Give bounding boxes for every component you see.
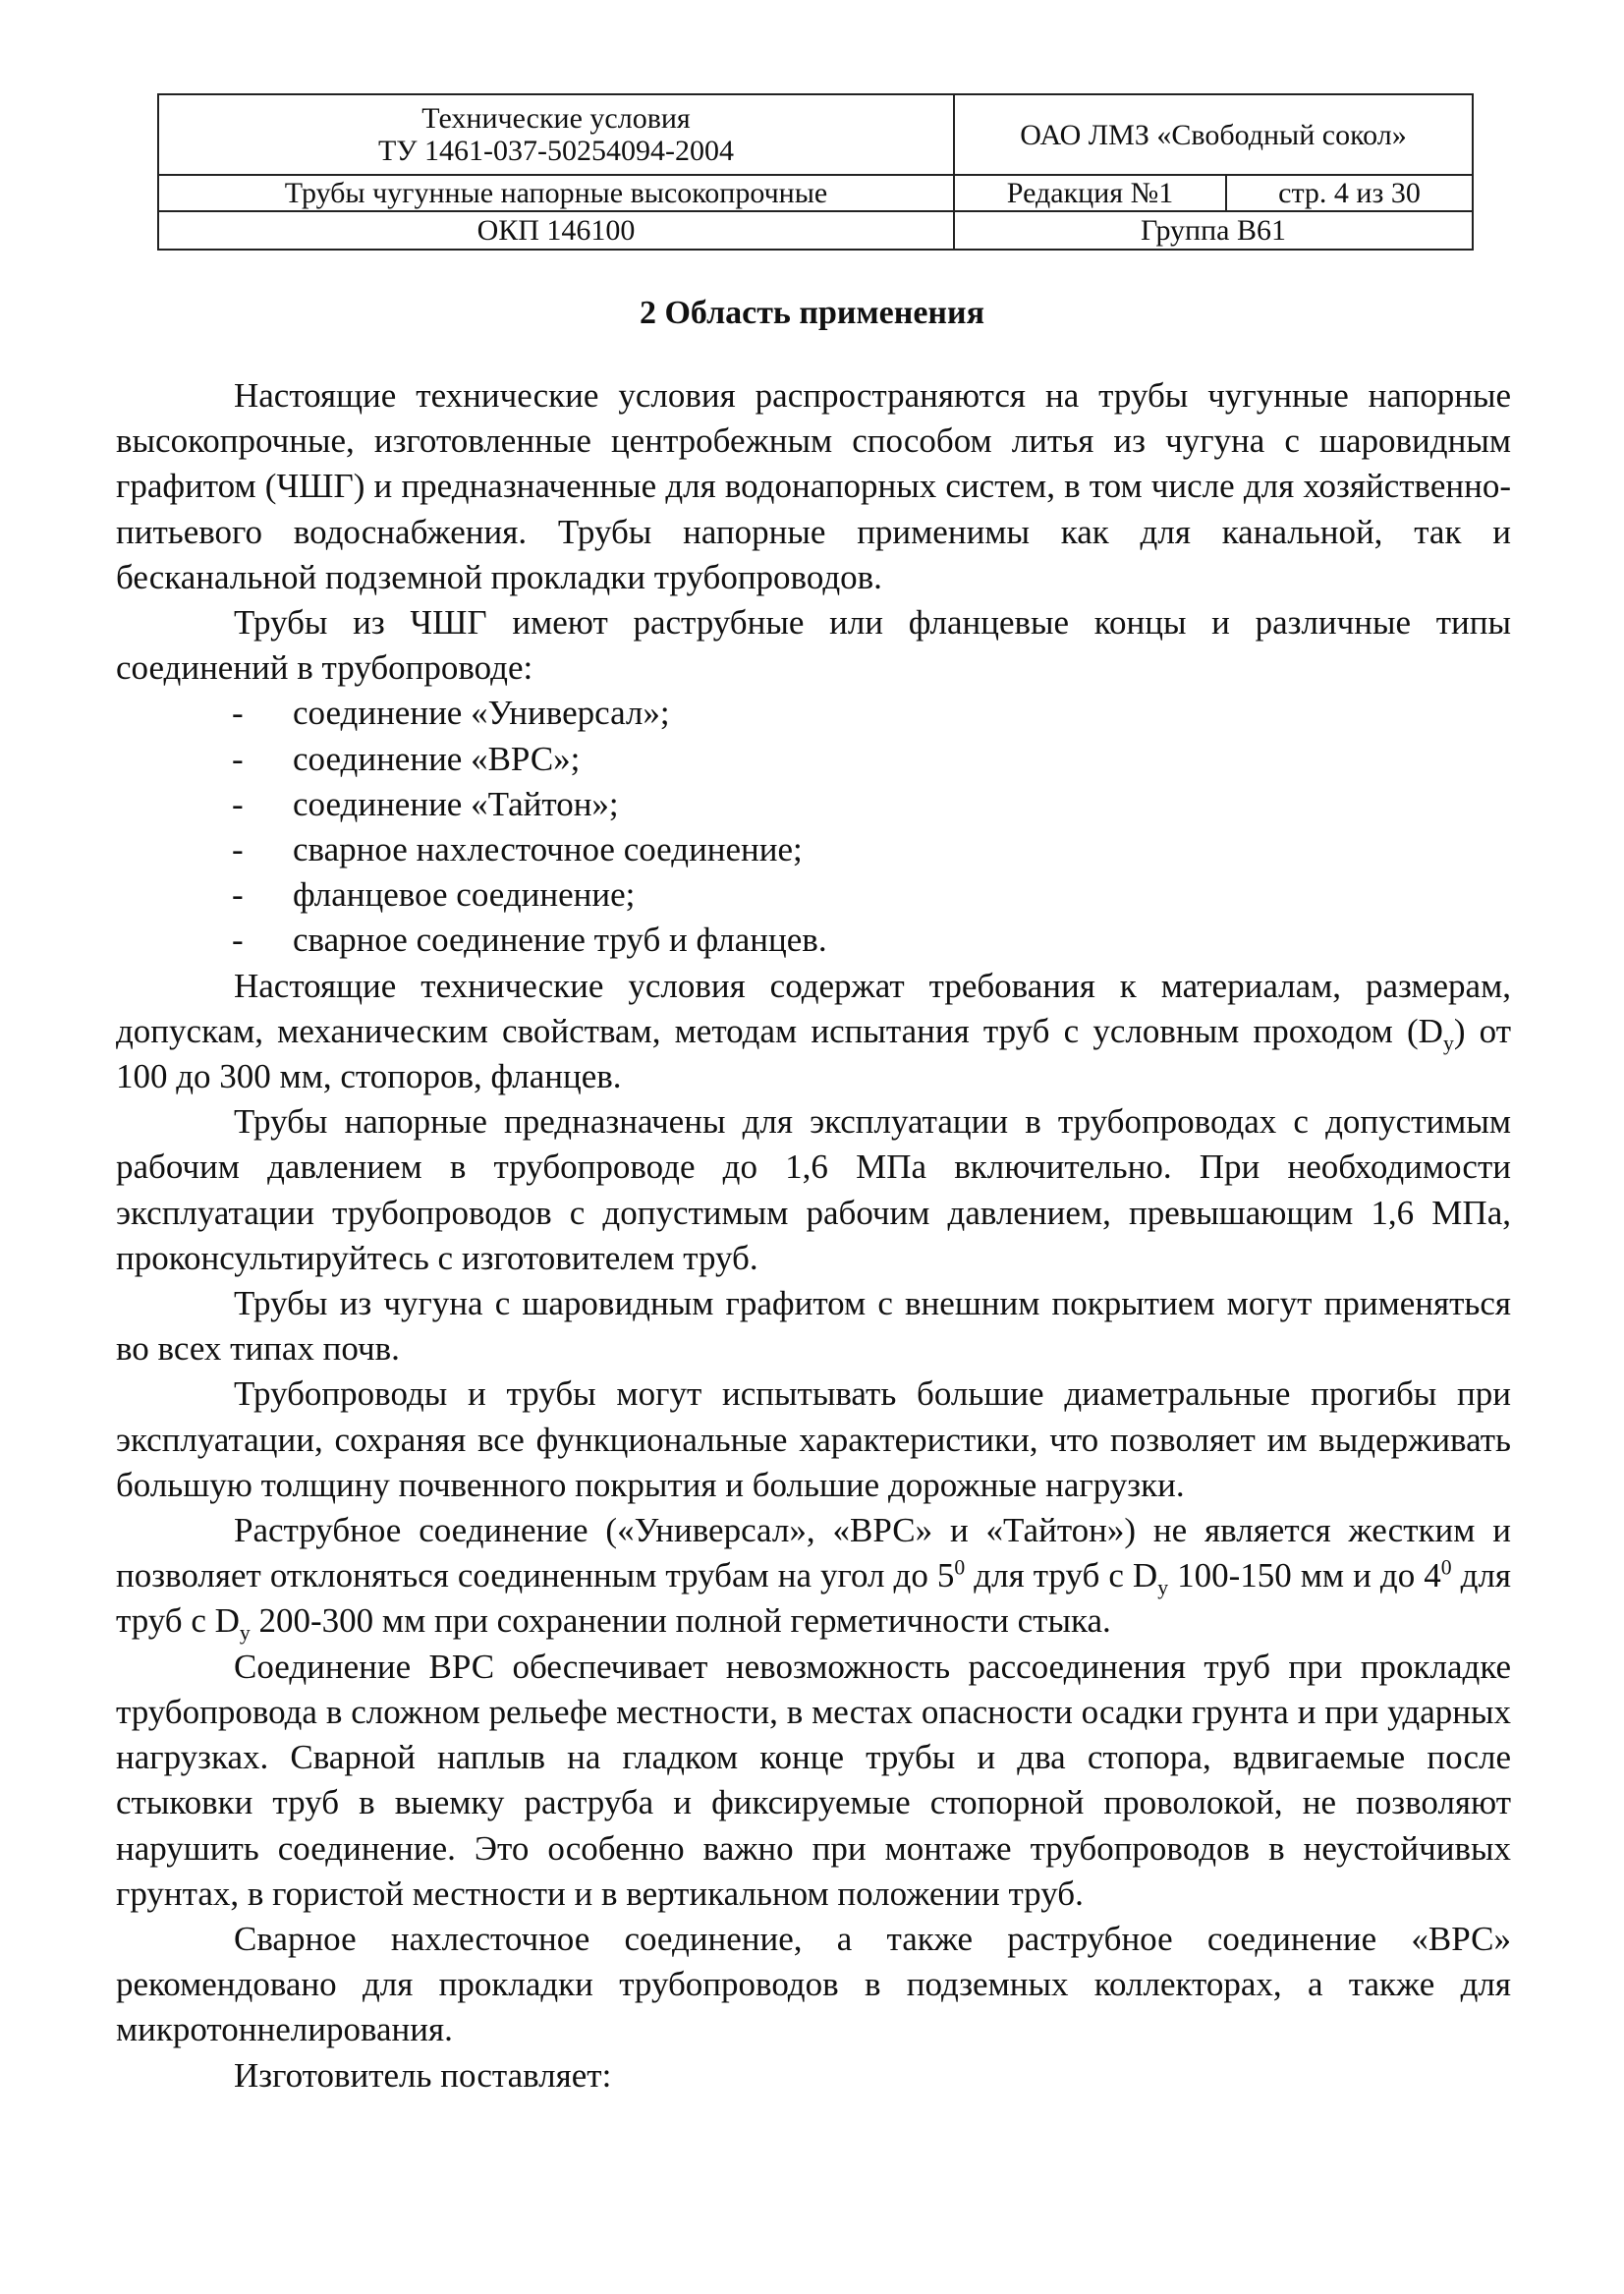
- paragraph-vrs-joint: Соединение ВРС обеспечивает невозможность рассоединения труб при прокладке трубопровода в сложном рельефе местности, в местах опасности осадки грунта и при ударных нагрузках. Сварной наплыв на гладком конце трубы и два стопора, вдвигаемые после стыковки труб в выемку раструба и фиксируемые стопорной проволокой, не позволяют нарушить соединение. Это особенно важно при монтаже трубопроводов в неустойчивых грунтах, в гористой местности и в вертикальном положении труб.: [116, 1647, 1511, 1913]
- paragraph-connection-types: Трубы из ЧШГ имеют раструбные или фланцевые концы и различные типы соединений в трубопроводе:: [116, 603, 1511, 688]
- header-table: [157, 93, 1474, 251]
- paragraph-requirements: Настоящие технические условия содержат требования к материалам, размерам, допускам, механическим свойствам, методам испытания труб с условным проходом $(D_у)$ от 100 до 300 мм, стопоров, фланцев.: [116, 966, 1512, 1096]
- list-dash: -: [232, 784, 244, 823]
- section-title: 2 Область применения: [639, 295, 985, 331]
- paragraph-supplier: Изготовитель поставляет:: [234, 2055, 612, 2095]
- list-item: - фланцевое соединение;: [116, 872, 1511, 918]
- list-dash: -: [232, 739, 244, 778]
- list-item: - сварное соединение труб и фланцев.: [116, 918, 1511, 963]
- header-doc-title-cell: [159, 95, 953, 174]
- section-body: [116, 373, 1511, 2098]
- connection-types-list: [116, 691, 1511, 963]
- list-item: - соединение «ВРС»;: [116, 737, 1511, 782]
- header-okp: ОКП 146100: [476, 214, 636, 247]
- header-page-number: стр. 4 из 30: [1278, 177, 1421, 209]
- paragraph-deflection: Трубопроводы и трубы могут испытывать большие диаметральные прогибы при эксплуатации, сохраняя все функциональные характеристики, что позволяет им выдерживать большую толщину почвенного покрытия и большие дорожные нагрузки.: [116, 1374, 1511, 1504]
- paragraph-soils: Трубы из чугуна с шаровидным графитом с внешним покрытием могут применяться во всех типах почв.: [116, 1284, 1511, 1369]
- header-product: Трубы чугунные напорные высокопрочные: [284, 177, 828, 209]
- list-dash: -: [232, 694, 244, 733]
- paragraph-socket-joint: Раструбное соединение («Универсал», «ВРС» и «Тайтон») не является жестким и позволяет отклоняться соединенным трубам на угол до $5^0$ для труб с $D_у$ 100-150 мм и до $4^0$ для труб с $D_у$ 200-300 мм при сохранении полной герметичности стыка.: [116, 1511, 1512, 1646]
- header-company: ОАО ЛМЗ «Свободный сокол»: [1020, 118, 1407, 151]
- list-dash: -: [232, 830, 244, 869]
- header-edition: Редакция №1: [1006, 177, 1174, 209]
- header-group: Группа В61: [1141, 214, 1286, 247]
- list-item: - соединение «Универсал»;: [116, 691, 1511, 736]
- paragraph-welded-joint: Сварное нахлесточное соединение, а также раструбное соединение «ВРС» рекомендовано для прокладки трубопроводов в подземных коллекторах, а также для микротоннелирования.: [116, 1919, 1511, 2049]
- list-item: - соединение «Тайтон»;: [116, 782, 1511, 827]
- paragraph-pressure: Трубы напорные предназначены для эксплуатации в трубопроводах с допустимым рабочим давлением в трубопроводе до 1,6 МПа включительно. При необходимости эксплуатации трубопроводов с допустимым рабочим давлением, превышающим 1,6 МПа, проконсультируйтесь с изготовителем труб.: [116, 1102, 1511, 1277]
- list-dash: -: [232, 875, 244, 915]
- list-item: - сварное нахлесточное соединение;: [116, 827, 1511, 872]
- header-doc-code: ТУ 1461-037-50254094-2004: [377, 135, 735, 167]
- list-dash: -: [232, 921, 244, 960]
- header-doc-type: Технические условия: [421, 102, 691, 135]
- paragraph-scope: Настоящие технические условия распространяются на трубы чугунные напорные высокопрочные, изготовленные центробежным способом литья из чугуна с шаровидным графитом (ЧШГ) и предназначенные для водонапорных систем, в том числе для хозяйственно-питьевого водоснабжения. Трубы напорные применимы как для канальной, так и бесканальной подземной прокладки трубопроводов.: [116, 376, 1511, 596]
